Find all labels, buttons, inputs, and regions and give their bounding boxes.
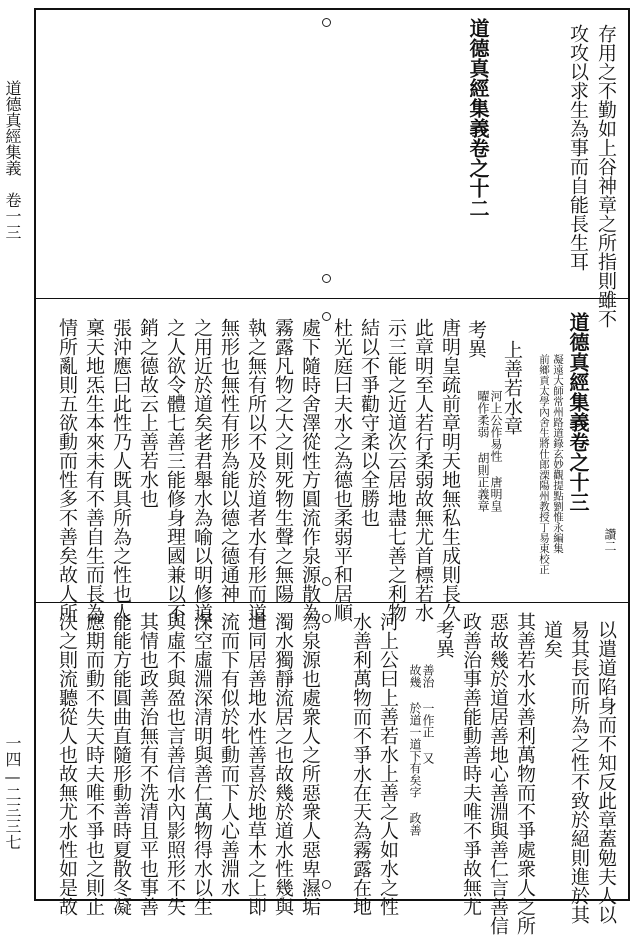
text-line: 流而下有似於牝動而下人心善淵水: [218, 612, 240, 897]
compiler-line: 凝遠大師常州路道錄玄妙觀提點劉惟永編集: [552, 354, 564, 554]
binding-hole: [322, 312, 331, 321]
text-line: 執之無有所以不及於道者水有形而道: [245, 318, 267, 622]
text-line: 處下隨時舍澤從性方圓流作泉源散為: [299, 318, 321, 622]
text-line: 濁水獨靜流居之也故幾於道水性幾與: [272, 612, 294, 916]
margin-book-title: 道德真經集義: [3, 80, 22, 176]
text-line: 應期而動不失天時夫唯不爭也之則止: [83, 612, 105, 916]
text-line: 與虛不與盈也言善信水內影照形不失: [164, 612, 186, 916]
chapter-heading: 道德真經集義卷之十三: [566, 312, 590, 512]
text-line: 稟天地炁生本來未有不善自生而長為: [83, 318, 105, 622]
text-line: 張沖應曰此性乃人既具所為之性也人: [110, 318, 132, 622]
text-line: 之人欲令體七善三能修身理國兼以不: [164, 318, 186, 622]
text-line: 杜光庭曰夫水之為德也柔弱平和居順: [331, 318, 353, 622]
margin-page-number: 一四—二三三七: [3, 735, 22, 850]
text-line: 之用近於道矣老君舉水為喻以明修道: [191, 318, 213, 622]
text-line: 水善利萬物而不爭水在天為霧露在地: [350, 612, 372, 916]
folio-mark: 讚二: [603, 528, 617, 552]
text-line: 情所亂則五欲動而性多不善矣故人所: [56, 318, 78, 622]
text-line: 決之則流聽從人也故無尤水性如是故: [56, 612, 78, 916]
text-line: 其情也政善治無有不洗清且平也事善: [137, 612, 159, 916]
panel-divider: [34, 298, 630, 299]
text-line: 此章明至人若行柔弱故無尤首標若水: [412, 318, 434, 622]
binding-hole: [322, 577, 331, 586]
text-line: 考異: [465, 320, 487, 358]
text-line: 攻攻以求生為事而自能長生耳: [567, 24, 589, 271]
text-line: 唐明皇疏前章明天地無私生成則長久: [439, 318, 461, 622]
text-line: 考異: [433, 620, 455, 658]
text-line: 能能方能圓曲直隨形動善時夏散冬凝: [110, 612, 132, 916]
text-line: 無形也無性有形為能以德之德通神: [218, 318, 240, 603]
closing-title: 道德真經集義卷之十二: [466, 18, 490, 218]
variant-note: 故幾 於道一道下有矣字 政善: [408, 664, 422, 836]
sources-note: 河上公作易性 唐明皇: [489, 390, 503, 512]
binding-hole: [322, 880, 331, 889]
binding-hole: [322, 18, 331, 27]
text-line: 河上公曰上善若水上善之人如水之性: [377, 612, 399, 916]
margin-volume: 卷一三: [3, 192, 22, 240]
text-line: 示三能之近道次云居地盡七善之利物: [385, 318, 407, 622]
text-line: 霧露凡物之大之則死物生聲之無陽: [272, 318, 294, 603]
text-line: 惡故幾於道居善地心善淵與善仁言善信: [487, 612, 509, 935]
text-line: 易其長而所為之性不致於絕則進於其: [568, 620, 590, 924]
text-line: 其善若水水善利萬物而不爭處衆人之所: [514, 612, 536, 935]
text-line: 結以不爭勸守柔以全勝也: [358, 318, 380, 527]
text-line: 以遣道陷身而不知反此章蓋勉夫人以: [595, 620, 617, 924]
chapter-title: 上善若水章: [501, 340, 523, 435]
text-line: 深空虛淵深清明與善仁萬物得水以生: [191, 612, 213, 916]
compiler-line: 前鄉貢太學內舍生將仕郎溧陽州教授丁易東校正: [538, 354, 550, 575]
text-line: 政善治事善能動善時夫唯不爭故無尤: [460, 612, 482, 916]
text-line: 道同居善地水性善喜於地草木之上即: [245, 612, 267, 916]
sources-note: 曜作柔弱 胡則正義章: [476, 390, 490, 512]
variant-note: 善治 一作正 又: [421, 664, 435, 764]
text-line: 存用之不勤如上谷神章之所指則雖不: [595, 24, 617, 328]
text-line: 銷之德故云上善若水也: [137, 318, 159, 508]
binding-hole: [322, 274, 331, 283]
text-line: 為泉源也處衆人之所惡衆人惡卑濕垢: [299, 612, 321, 916]
binding-hole: [322, 614, 331, 623]
text-line: 道矣: [541, 620, 563, 658]
